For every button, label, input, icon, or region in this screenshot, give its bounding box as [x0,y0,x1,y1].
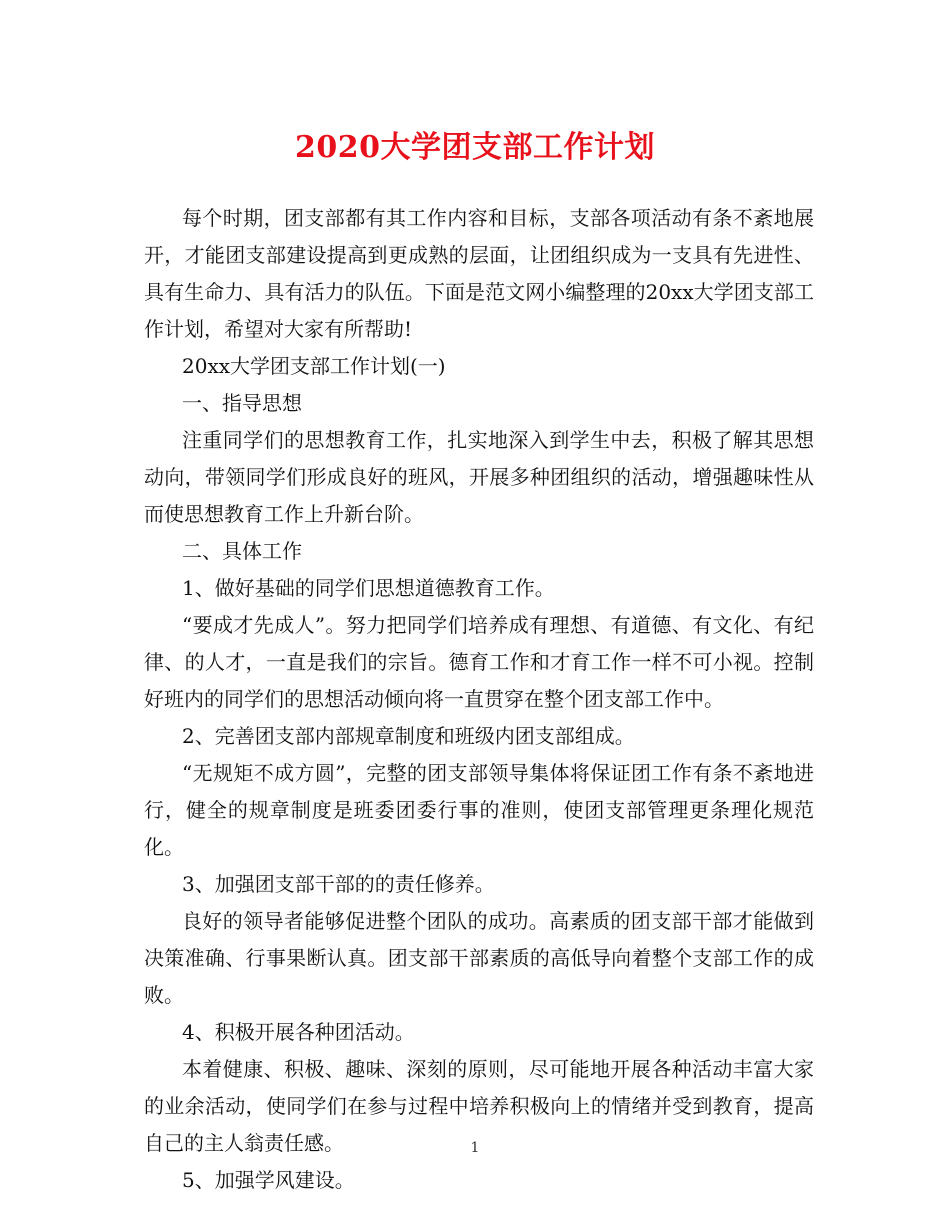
page-number: 1 [470,1140,480,1156]
item-heading-1: 1、做好基础的同学们思想道德教育工作。 [182,576,555,600]
item-heading-4: 4、积极开展各种团活动。 [182,1020,415,1044]
item-paragraph-3: 良好的领导者能够促进整个团队的成功。高素质的团支部干部才能做到决策准确、行事果断认真。团支部干部素质的高低导向着整个支部工作的成败。 [144,909,814,1007]
intro-paragraph: 每个时期，团支部都有其工作内容和目标，支部各项活动有条不紊地展开，才能团支部建设提高到更成熟的层面，让团组织成为一支具有先进性、具有生命力、具有活力的队伍。下面是范文网小编整理的20xx大学团支部工作计划，希望对大家有所帮助! [144,206,814,341]
item-heading-3: 3、加强团支部干部的的责任修养。 [182,872,495,896]
item-paragraph-4: 本着健康、积极、趣味、深刻的原则，尽可能地开展各种活动丰富大家的业余活动，使同学们在参与过程中培养积极向上的情绪并受到教育，提高自己的主人翁责任感。 [144,1057,814,1155]
document-title: 2020大学团支部工作计划 [295,130,655,165]
section-heading-guiding-thought: 一、指导思想 [182,391,302,415]
item-heading-5: 5、加强学风建设。 [182,1168,355,1192]
item-paragraph-2: “无规矩不成方圆”，完整的团支部领导集体将保证团工作有条不紊地进行，健全的规章制度是班委团委行事的准则，使团支部管理更条理化规范化。 [144,761,814,859]
plan-subtitle: 20xx大学团支部工作计划(一) [182,354,446,378]
section-heading-specific-work: 二、具体工作 [182,539,302,563]
guiding-thought-paragraph: 注重同学们的思想教育工作，扎实地深入到学生中去，积极了解其思想动向，带领同学们形成良好的班风，开展多种团组织的活动，增强趣味性从而使思想教育工作上升新台阶。 [144,428,814,526]
document-body [144,200,814,1199]
item-heading-2: 2、完善团支部内部规章制度和班级内团支部组成。 [182,724,635,748]
item-paragraph-1: “要成才先成人”。努力把同学们培养成有理想、有道德、有文化、有纪律、的人才，一直是我们的宗旨。德育工作和才育工作一样不可小视。控制好班内的同学们的思想活动倾向将一直贯穿在整个团支部工作中。 [144,613,814,711]
